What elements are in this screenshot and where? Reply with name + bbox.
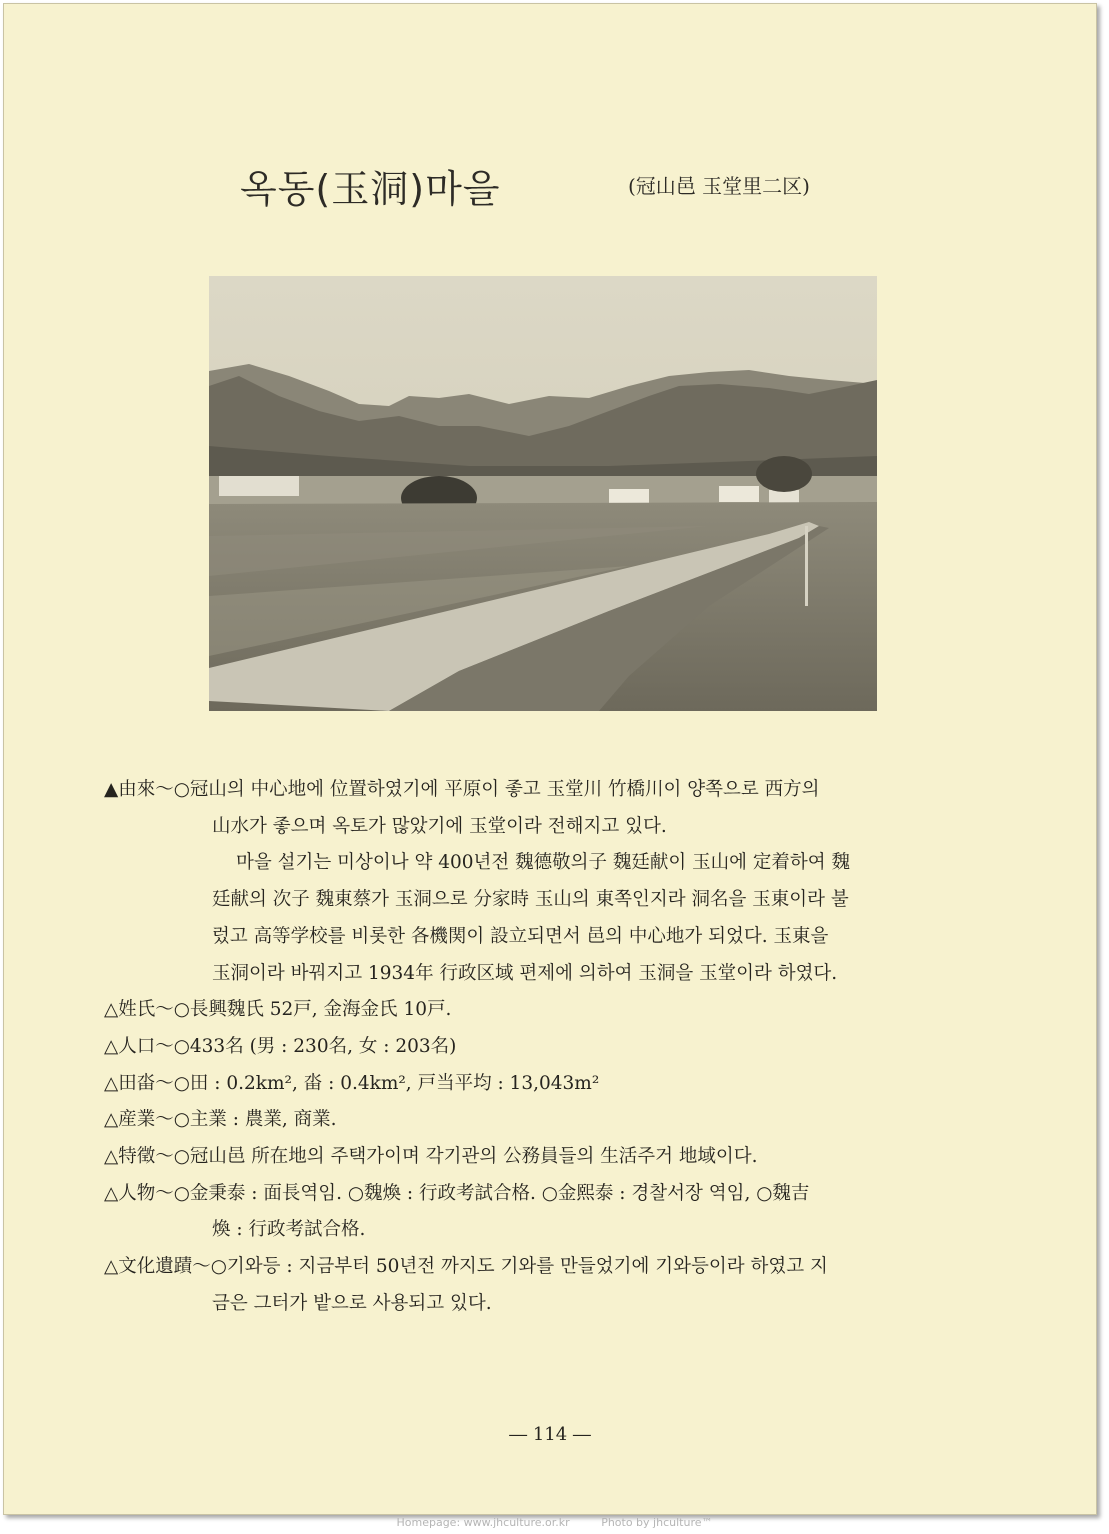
book-page bbox=[3, 3, 1097, 1515]
entry-surname-label: △姓氏～ bbox=[104, 999, 174, 1021]
entry-people-line-1: ○金秉泰 : 面長역임. ○魏煥 : 行政考試合格. ○金熙泰 : 경찰서장 역임, ○魏吉 bbox=[173, 1182, 810, 1204]
entry-people bbox=[104, 1176, 1004, 1213]
entry-surname bbox=[104, 992, 1004, 1029]
entry-people-line-2: 煥 : 行政考試合格. bbox=[212, 1219, 366, 1241]
entry-origin-line-5: 렀고 高等学校를 비롯한 各機関이 設立되면서 邑의 中心地가 되었다. 玉東을 bbox=[212, 925, 829, 947]
entry-farmland bbox=[104, 1066, 1004, 1103]
village-photo-image bbox=[209, 276, 877, 711]
footer-photo-credit: Photo by jhculture™ bbox=[601, 1516, 713, 1529]
entry-origin-line-2: 山水가 좋으며 옥토가 많았기에 玉堂이라 전해지고 있다. bbox=[212, 815, 667, 837]
entry-population-label: △人口～ bbox=[104, 1035, 174, 1057]
entry-industry-label: △産業～ bbox=[104, 1109, 174, 1131]
entry-heritage-label: △文化遺蹟～ bbox=[104, 1256, 211, 1278]
entry-population bbox=[104, 1029, 1004, 1066]
entry-feature-text: ○冠山邑 所在地의 주택가이며 각기관의 公務員들의 生活주거 地域이다. bbox=[173, 1146, 758, 1168]
footer-homepage[interactable]: Homepage: www.jhculture.or.kr bbox=[396, 1516, 570, 1529]
entry-origin-line-3: 마을 설기는 미상이나 약 400년전 魏德敬의子 魏廷献이 玉山에 定着하여 魏 bbox=[236, 852, 851, 874]
entry-surname-text: ○長興魏氏 52戸, 金海金氏 10戸. bbox=[173, 999, 452, 1021]
entry-feature bbox=[104, 1139, 1004, 1176]
entry-industry-text: ○主業 : 農業, 商業. bbox=[173, 1109, 337, 1131]
entry-heritage bbox=[104, 1249, 1004, 1286]
page-subtitle: (冠山邑 玉堂里二区) bbox=[628, 174, 810, 198]
page-title: 옥동(玉洞)마을 bbox=[240, 167, 501, 211]
entry-origin-line-1: ○冠山의 中心地에 位置하였기에 平原이 좋고 玉堂川 竹橋川이 양쪽으로 西方의 bbox=[173, 779, 820, 800]
page-number: ― 114 ― bbox=[509, 1424, 591, 1445]
entry-origin-line-4: 廷献의 次子 魏東蔡가 玉洞으로 分家時 玉山의 東쪽인지라 洞名을 玉東이라 불 bbox=[212, 889, 849, 911]
entry-origin-label: ▲由來～ bbox=[104, 779, 174, 800]
entry-heritage-line-1: ○기와등 : 지금부터 50년전 까지도 기와를 만들었기에 기와등이라 하였고 지 bbox=[210, 1256, 828, 1278]
entry-population-text: ○433名 (男 : 230名, 女 : 203名) bbox=[173, 1035, 457, 1057]
footer bbox=[0, 1516, 1109, 1529]
village-photo bbox=[209, 276, 877, 711]
entry-origin-line-6: 玉洞이라 바꿔지고 1934年 行政区域 편제에 의하여 玉洞을 玉堂이라 하였다. bbox=[212, 962, 838, 984]
entry-feature-label: △特徵～ bbox=[104, 1146, 174, 1168]
entry-farmland-label: △田畓～ bbox=[104, 1072, 174, 1094]
entry-farmland-text: ○田 : 0.2km², 畓 : 0.4km², 戸当平均 : 13,043m² bbox=[173, 1072, 600, 1094]
entry-origin bbox=[104, 772, 1004, 809]
entry-people-label: △人物～ bbox=[104, 1182, 174, 1204]
entry-industry bbox=[104, 1102, 1004, 1139]
village-description bbox=[104, 772, 1004, 1323]
entry-heritage-line-2: 금은 그터가 밭으로 사용되고 있다. bbox=[212, 1292, 492, 1314]
